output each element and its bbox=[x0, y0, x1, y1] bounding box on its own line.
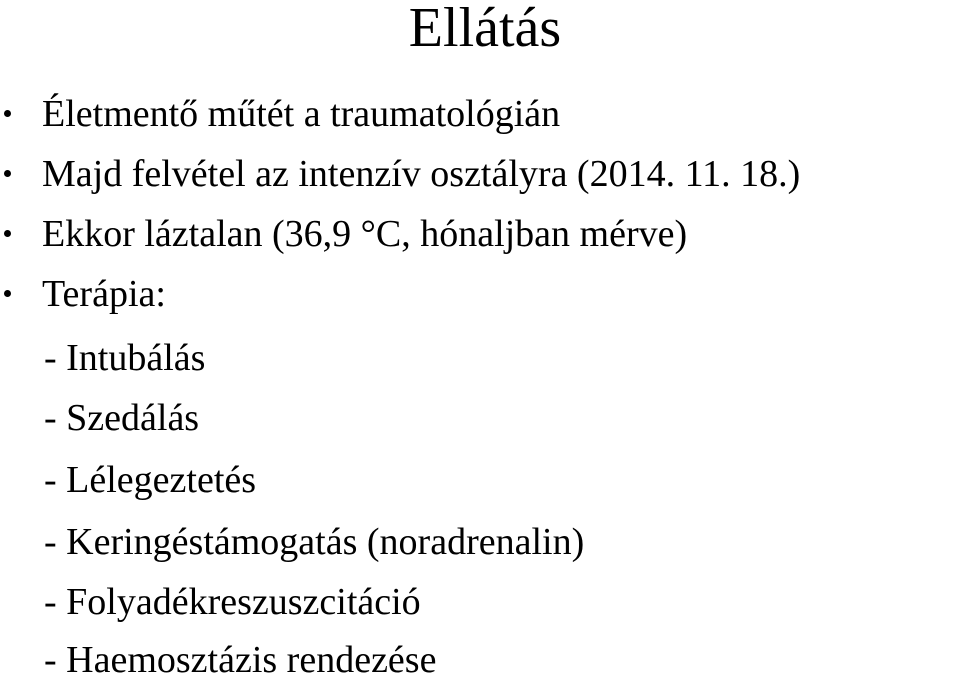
bullet-icon bbox=[4, 170, 11, 177]
bullet-icon bbox=[4, 290, 11, 297]
therapy-item: - Szedálás bbox=[44, 397, 200, 439]
bullet-text: Terápia: bbox=[42, 273, 166, 315]
therapy-item: - Haemosztázis rendezése bbox=[44, 639, 437, 681]
therapy-item: - Intubálás bbox=[44, 337, 206, 379]
slide-title: Ellátás bbox=[408, 0, 562, 59]
therapy-item: - Keringéstámogatás (noradrenalin) bbox=[44, 521, 585, 563]
bullet-text: Majd felvétel az intenzív osztályra (2014. 11. 18.) bbox=[42, 153, 801, 195]
therapy-item: - Lélegeztetés bbox=[44, 459, 257, 501]
bullet-icon bbox=[4, 230, 11, 237]
bullet-icon bbox=[4, 110, 11, 117]
bullet-text: Életmentő műtét a traumatológián bbox=[42, 93, 561, 135]
bullet-text: Ekkor láztalan (36,9 °C, hónaljban mérve) bbox=[42, 213, 688, 255]
therapy-item: - Folyadékreszuszcitáció bbox=[44, 581, 421, 623]
